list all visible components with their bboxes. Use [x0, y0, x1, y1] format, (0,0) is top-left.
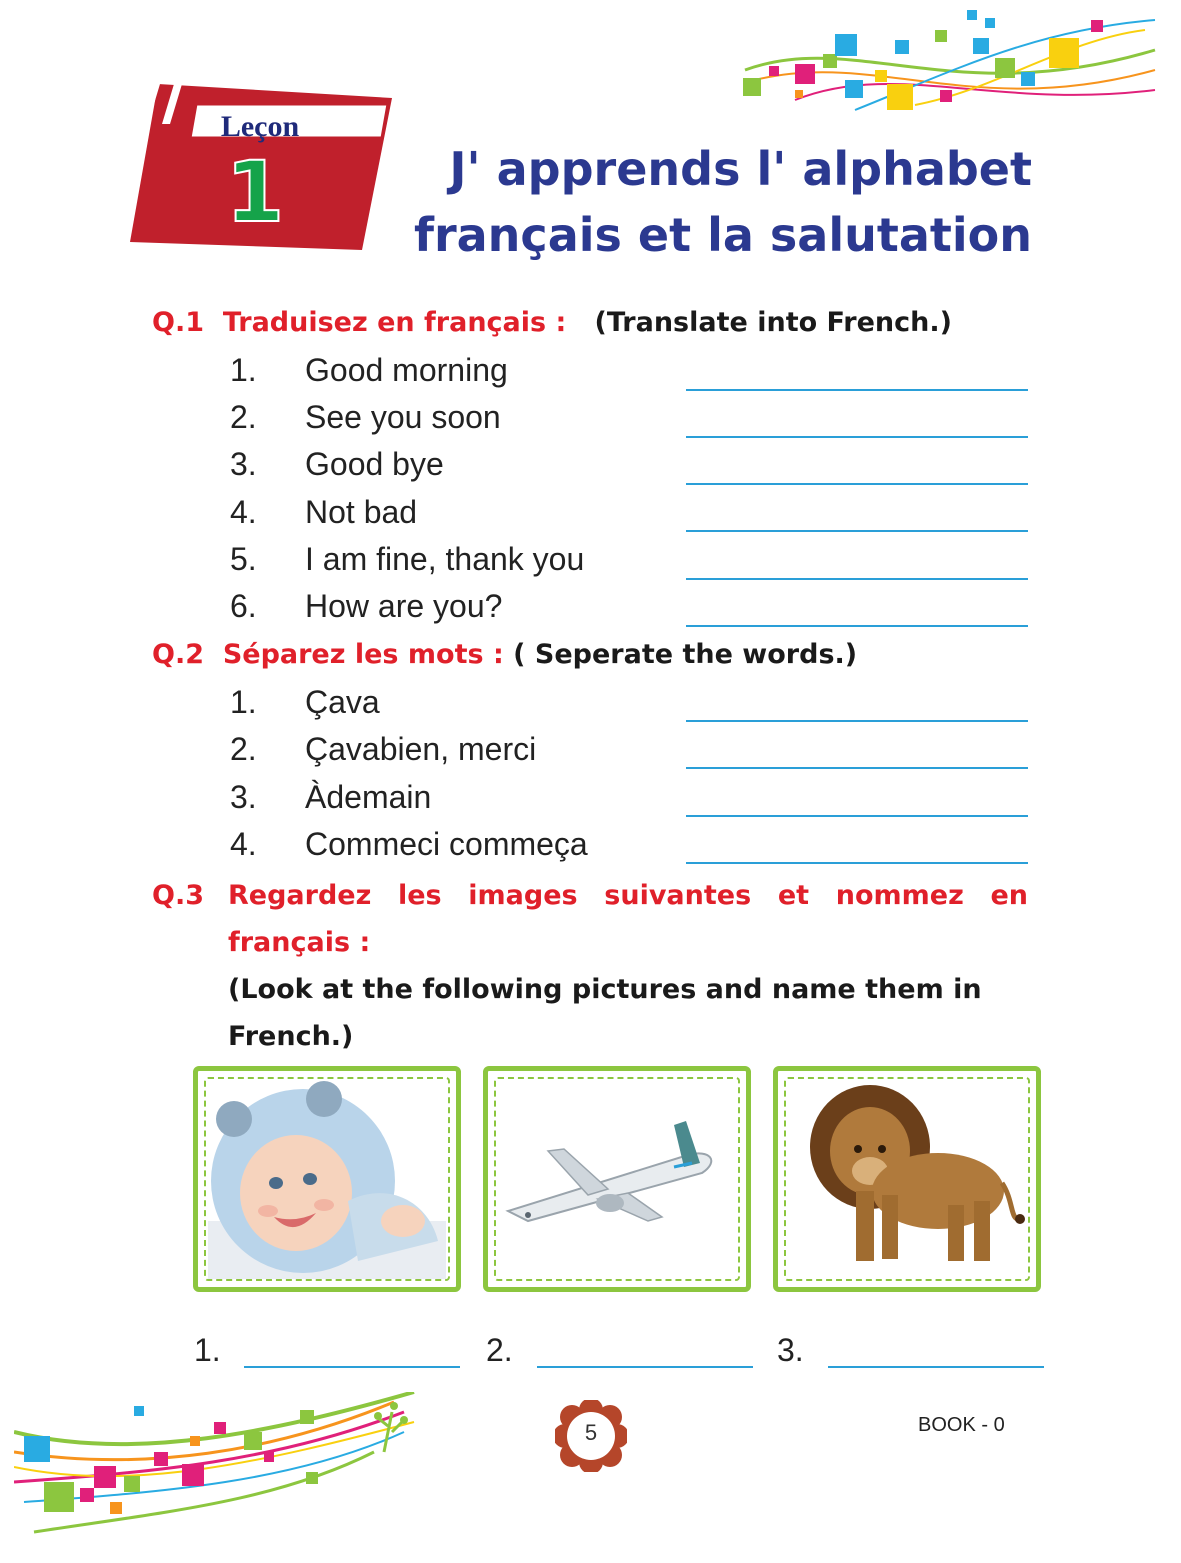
answer-blank-1[interactable] [244, 1366, 460, 1368]
q2-number: Q.2 [152, 639, 204, 670]
item-number: 4. [230, 494, 257, 530]
answer-label-2: 2. [486, 1332, 513, 1368]
item-text: I am fine, thank you [305, 541, 585, 577]
item-number: 2. [230, 731, 257, 767]
item-number: 3. [230, 779, 257, 815]
item-text: Good morning [305, 352, 508, 388]
answer-label-1: 1. [194, 1332, 221, 1368]
q3-number [152, 872, 204, 919]
item-text: How are you? [305, 588, 503, 624]
lesson-word: Leçon [220, 110, 300, 143]
answer-blank[interactable] [686, 530, 1028, 532]
page-number-badge [555, 1400, 627, 1472]
q2-heading [152, 636, 857, 674]
baby-image [198, 1071, 456, 1287]
page-number: 5 [584, 1420, 598, 1445]
q1-number: Q.1 [152, 307, 204, 338]
answer-blank[interactable] [686, 483, 1028, 485]
q1-heading [152, 304, 952, 342]
answer-blank[interactable] [686, 389, 1028, 391]
item-number: 3. [230, 446, 257, 482]
answer-blank[interactable] [686, 767, 1028, 769]
item-text: Not bad [305, 494, 418, 530]
title-line-2: français et la salutation [413, 208, 1032, 262]
q1-title: Traduisez en français : [222, 307, 567, 338]
item-number: 4. [230, 826, 257, 862]
item-text: Çava [305, 684, 380, 720]
picture-baby [193, 1066, 461, 1292]
book-label: BOOK - 0 [918, 1414, 1005, 1436]
item-text: Çavabien, merci [305, 731, 537, 767]
page-title [400, 136, 1032, 268]
item-number: 1. [230, 684, 257, 720]
lion-image [778, 1071, 1036, 1287]
picture-lion [773, 1066, 1041, 1292]
q3-title: Regardez les images suivantes et nommez en français : [228, 880, 1028, 958]
answer-blank[interactable] [686, 720, 1028, 722]
item-number: 2. [230, 399, 257, 435]
item-number: 5. [230, 541, 257, 577]
picture-airplane [483, 1066, 751, 1292]
answer-blank[interactable] [686, 815, 1028, 817]
item-text: Commeci commeça [305, 826, 588, 862]
item-text: Good bye [305, 446, 444, 482]
q3-translation: (Look at the following pictures and name them in French.) [228, 974, 982, 1052]
lesson-number: 1 [225, 143, 285, 241]
q2-translation: ( Seperate the words.) [513, 639, 858, 670]
q2-title: Séparez les mots : [222, 639, 504, 670]
q1-translation: (Translate into French.) [594, 307, 952, 338]
answer-label-3: 3. [777, 1332, 804, 1368]
answer-blank[interactable] [686, 862, 1028, 864]
airplane-image [488, 1071, 746, 1287]
item-text: See you soon [305, 399, 501, 435]
bottom-left-decoration [14, 1392, 424, 1552]
item-number: 1. [230, 352, 257, 388]
item-text: Àdemain [305, 779, 432, 815]
item-number: 6. [230, 588, 257, 624]
answer-blank[interactable] [686, 436, 1028, 438]
title-line-1: J' apprends l' alphabet [449, 142, 1032, 196]
top-right-decoration [735, 10, 1165, 120]
answer-blank[interactable] [686, 625, 1028, 627]
q3-number-text: Q.3 [152, 880, 204, 911]
answer-blank-2[interactable] [537, 1366, 753, 1368]
answer-blank-3[interactable] [828, 1366, 1044, 1368]
answer-blank[interactable] [686, 578, 1028, 580]
